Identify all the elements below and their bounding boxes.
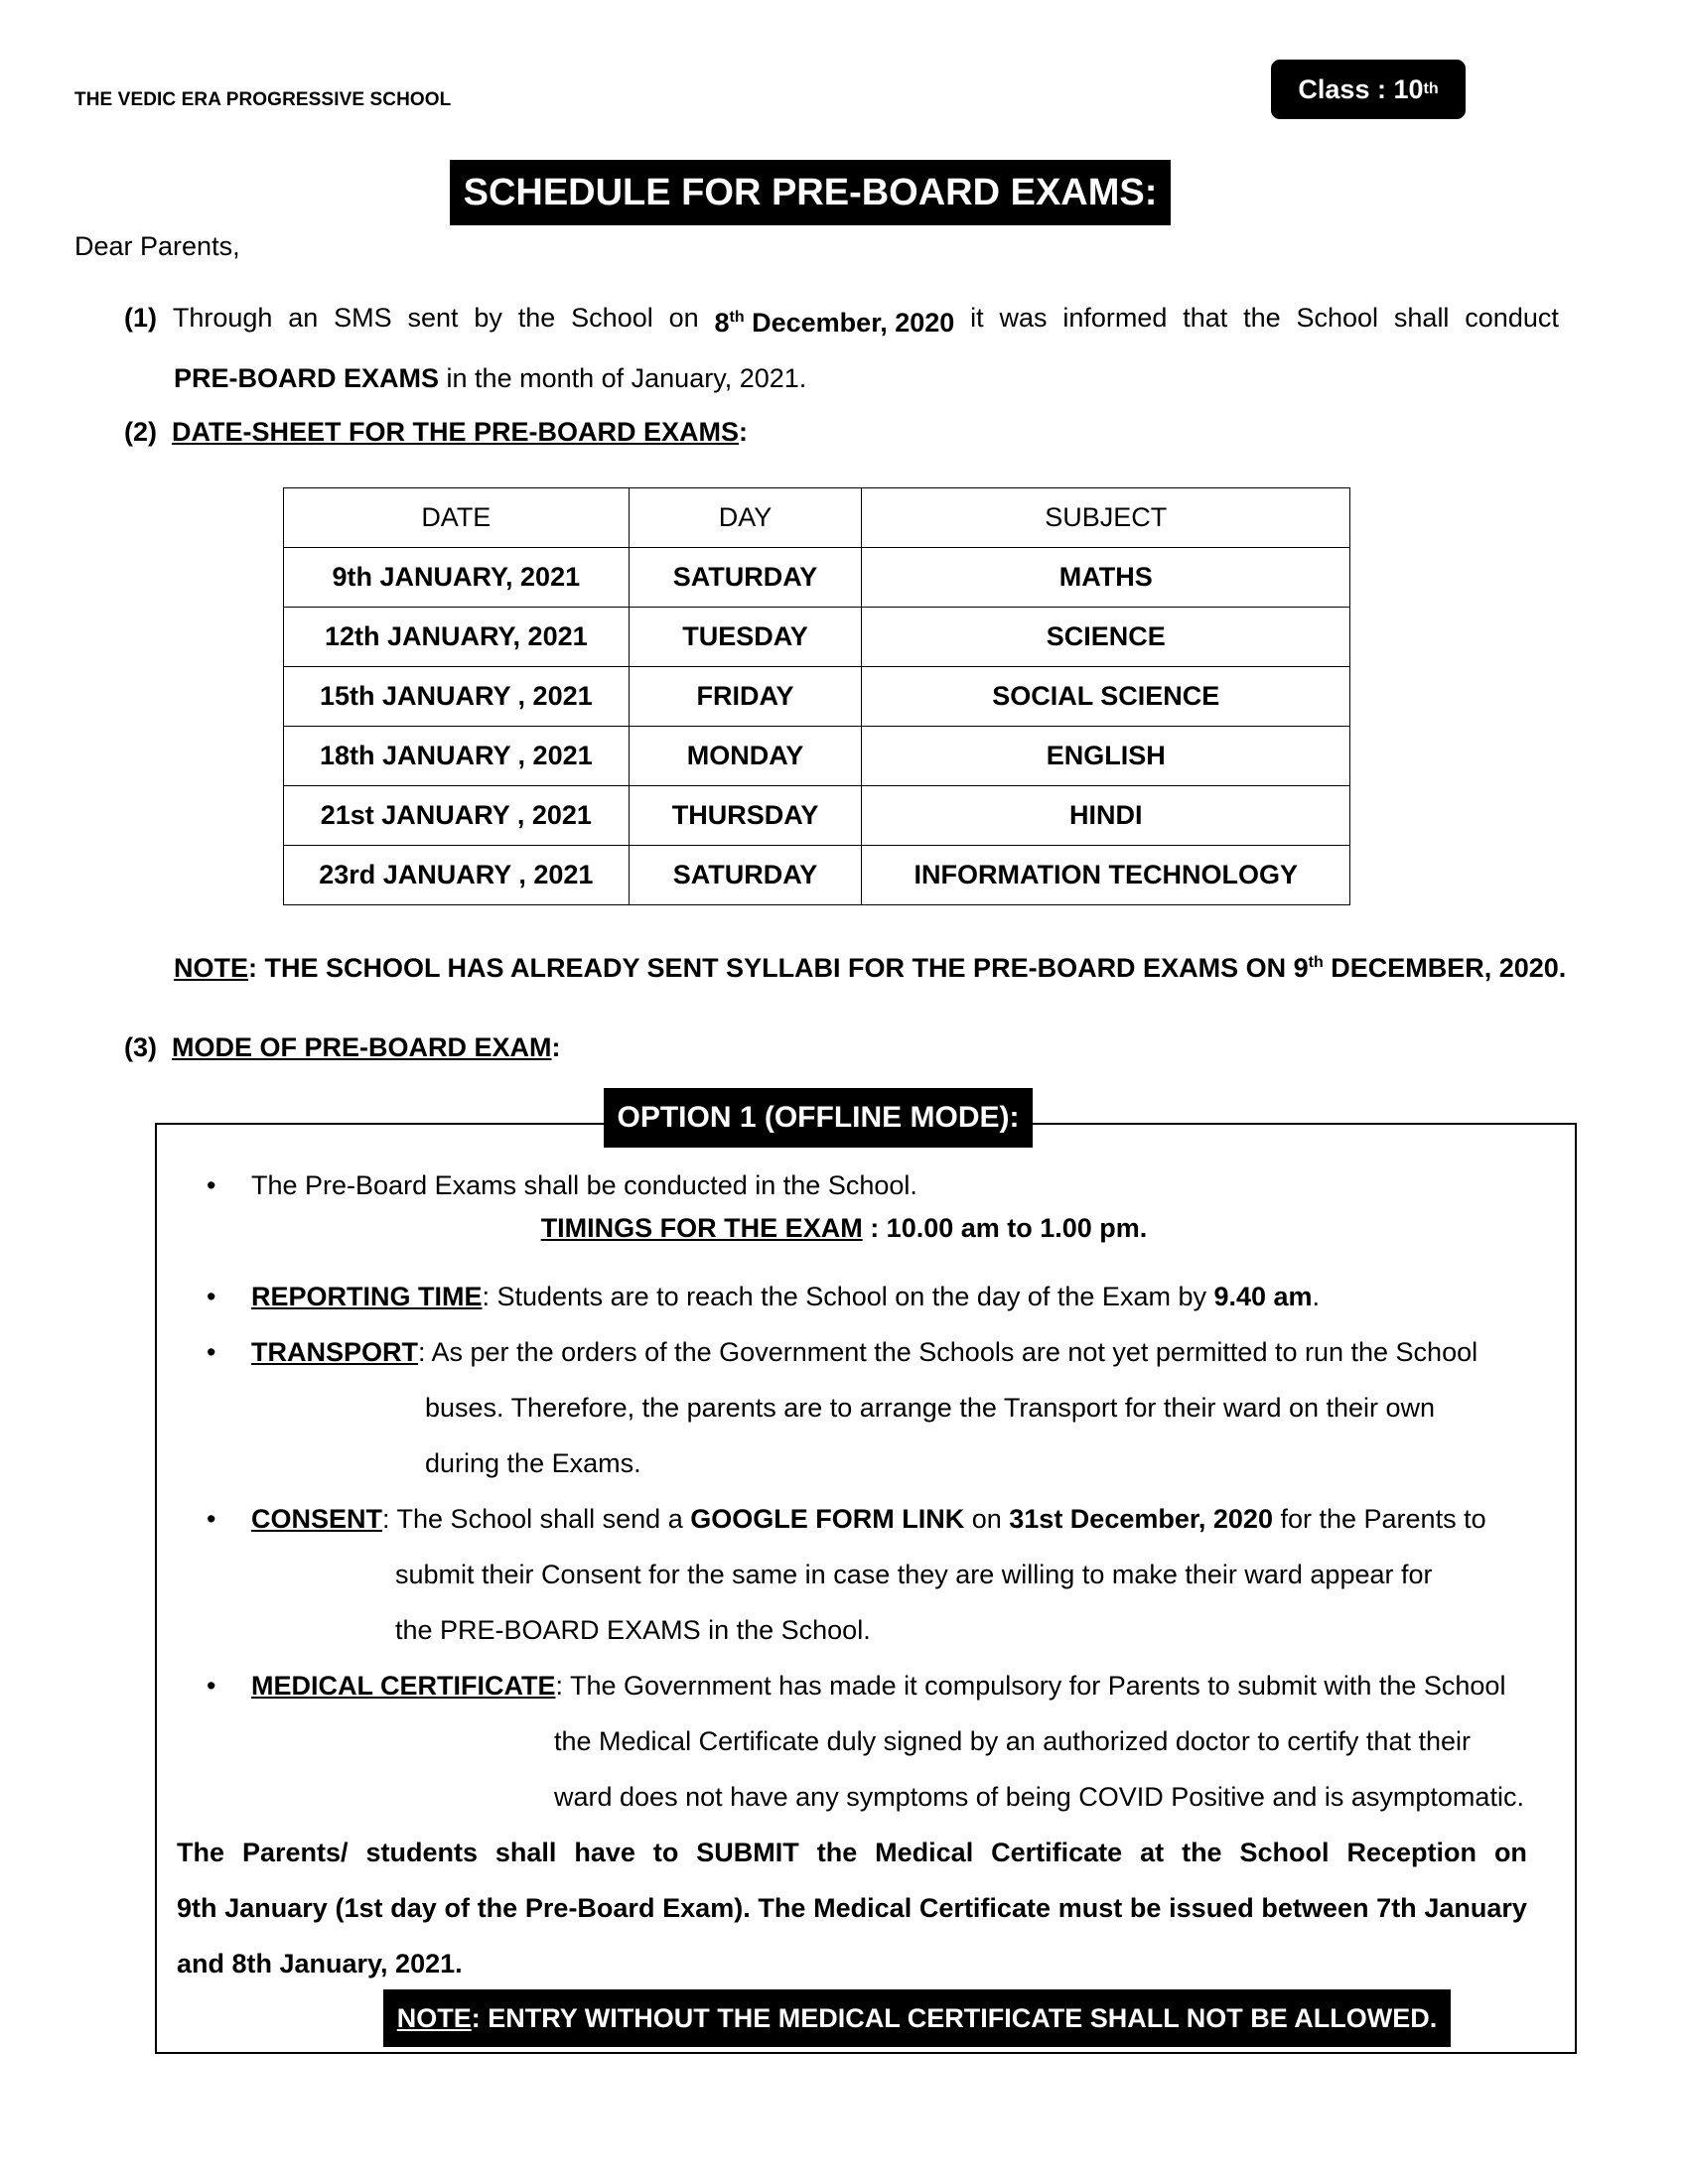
- word: by: [474, 303, 502, 333]
- word: to: [652, 1838, 679, 1867]
- bullet-consent: [207, 1491, 1562, 1658]
- bullet-dot: •: [207, 1337, 216, 1367]
- word: January: [224, 1893, 328, 1923]
- day-cell: SATURDAY: [629, 846, 862, 905]
- word: January: [1424, 1893, 1527, 1923]
- word: SMS: [334, 303, 392, 333]
- bullet-dot: •: [207, 1504, 216, 1534]
- transport-line-2: buses. Therefore, the parents are to arrange the Transport for their ward on their own: [425, 1393, 1436, 1423]
- date-cell: 18th JANUARY , 2021: [284, 727, 630, 786]
- word: The: [758, 1893, 806, 1923]
- word: School: [1296, 303, 1379, 333]
- word: 7th: [1376, 1893, 1417, 1923]
- section-2-number: (2): [124, 417, 157, 447]
- entry-note-label: NOTE: [396, 2002, 472, 2033]
- exam-timings: [0, 1213, 1688, 1244]
- date-cell: 23rd JANUARY , 2021: [284, 846, 630, 905]
- word: The: [177, 1838, 225, 1867]
- column-header-subject: SUBJECT: [862, 488, 1350, 548]
- subject-cell: SCIENCE: [862, 608, 1350, 667]
- section-1: [124, 290, 1559, 406]
- date-cell: 12th JANUARY, 2021: [284, 608, 630, 667]
- day-cell: FRIDAY: [629, 667, 862, 727]
- option-1-title: OPTION 1 (OFFLINE MODE):: [604, 1088, 1033, 1148]
- bullet-reporting-time: [207, 1269, 1321, 1324]
- sms-date-rest: December, 2020: [752, 308, 955, 338]
- google-form-link: GOOGLE FORM LINK: [690, 1504, 965, 1534]
- bullet-dot: •: [207, 1671, 216, 1701]
- table-row: [284, 608, 1350, 667]
- word: must: [1057, 1893, 1123, 1923]
- consent-date: 31st December, 2020: [1009, 1504, 1273, 1534]
- submit-line-2: [177, 1880, 1527, 1936]
- word: Certificate: [918, 1893, 1051, 1923]
- word: sent: [407, 303, 459, 333]
- syllabi-note-label: NOTE: [174, 953, 249, 983]
- word: School: [1239, 1838, 1330, 1867]
- word: Medical: [813, 1893, 913, 1923]
- word: the: [517, 303, 556, 333]
- bullet-conducted: [207, 1158, 917, 1213]
- word: it: [970, 303, 984, 333]
- word: was: [999, 303, 1048, 333]
- medical-label: MEDICAL CERTIFICATE: [251, 1671, 556, 1701]
- submit-line-3: and 8th January, 2021.: [177, 1949, 463, 1979]
- transport-line-1: [251, 1324, 1562, 1380]
- column-header-day: DAY: [629, 488, 862, 548]
- class-sup: th: [1423, 80, 1439, 97]
- table-header-row: [284, 488, 1350, 548]
- table-row: [284, 786, 1350, 846]
- section-2-heading: [124, 417, 748, 448]
- timings-label: TIMINGS FOR THE EXAM: [540, 1213, 863, 1243]
- word: informed: [1062, 303, 1168, 333]
- reporting-time-text: : Students are to reach the School on the day of the Exam by: [482, 1282, 1214, 1311]
- subject-cell: ENGLISH: [862, 727, 1350, 786]
- word: the: [816, 1838, 858, 1867]
- consent-line-1: [251, 1491, 1562, 1547]
- word: 9th: [177, 1893, 217, 1923]
- transport-label: TRANSPORT: [251, 1337, 418, 1367]
- consent-line-2: submit their Consent for the same in case they are willing to make their ward appear for: [395, 1560, 1433, 1589]
- consent-text-c: on: [964, 1504, 1010, 1534]
- section-1-line-2: [124, 350, 1559, 406]
- word: students: [365, 1838, 478, 1867]
- reporting-time-end: .: [1312, 1282, 1321, 1311]
- word: SUBMIT: [696, 1838, 799, 1867]
- word: Exam).: [662, 1893, 751, 1923]
- reporting-time-value: 9.40 am: [1213, 1282, 1313, 1311]
- word: on: [668, 303, 699, 333]
- medical-line-3: ward does not have any symptoms of being COVID Positive and is asymptomatic.: [554, 1782, 1524, 1812]
- word: School: [571, 303, 653, 333]
- medical-text: : The Government has made it compulsory for Parents to submit with the School: [555, 1671, 1506, 1701]
- consent-line-3: the PRE-BOARD EXAMS in the School.: [395, 1615, 871, 1645]
- bullet-dot: •: [207, 1170, 216, 1200]
- sms-date-sup: th: [729, 309, 745, 326]
- word: Pre-Board: [524, 1893, 655, 1923]
- entry-note: [383, 1989, 1451, 2047]
- word: Medical: [875, 1838, 974, 1867]
- section-3-heading: [124, 1032, 561, 1063]
- date-sheet-title: DATE-SHEET FOR THE PRE-BOARD EXAMS: [172, 417, 740, 447]
- date-sheet-colon: :: [739, 417, 749, 447]
- school-name: THE VEDIC ERA PROGRESSIVE SCHOOL: [74, 89, 452, 110]
- word: on: [1493, 1838, 1527, 1867]
- table-row: [284, 846, 1350, 905]
- medical-line-1: [251, 1658, 1562, 1713]
- transport-line-3: during the Exams.: [425, 1448, 641, 1478]
- word: between: [1261, 1893, 1369, 1923]
- word: (1st: [335, 1893, 383, 1923]
- section-1-line-1: [124, 290, 1559, 350]
- entry-note-text: : ENTRY WITHOUT THE MEDICAL CERTIFICATE SHALL NOT BE ALLOWED.: [471, 2002, 1438, 2033]
- bullet-medical-certificate: [207, 1658, 1562, 1825]
- subject-cell: MATHS: [862, 548, 1350, 608]
- section-3-number: (3): [124, 1032, 157, 1062]
- section-1-number: (1): [124, 303, 157, 333]
- submit-medical-paragraph: [177, 1825, 1527, 1991]
- date-cell: 9th JANUARY, 2021: [284, 548, 630, 608]
- column-header-date: DATE: [284, 488, 630, 548]
- consent-text-e: for the Parents to: [1272, 1504, 1486, 1534]
- day-cell: THURSDAY: [629, 786, 862, 846]
- class-badge: [1271, 60, 1466, 119]
- word: shall: [1393, 303, 1450, 333]
- class-label: Class : 10: [1298, 73, 1424, 104]
- pre-board-exams-bold: PRE-BOARD EXAMS: [174, 363, 440, 393]
- medical-line-2: the Medical Certificate duly signed by an authorized doctor to certify that their: [554, 1726, 1471, 1756]
- word: issued: [1169, 1893, 1254, 1923]
- subject-cell: INFORMATION TECHNOLOGY: [862, 846, 1350, 905]
- syllabi-note: [174, 953, 1566, 984]
- section-1-line-2-rest: in the month of January, 2021.: [439, 363, 807, 393]
- day-cell: TUESDAY: [629, 608, 862, 667]
- bullet-dot: •: [207, 1282, 216, 1311]
- subject-cell: SOCIAL SCIENCE: [862, 667, 1350, 727]
- word: that: [1183, 303, 1228, 333]
- word: Parents/: [241, 1838, 349, 1867]
- day-cell: MONDAY: [629, 727, 862, 786]
- syllabi-note-end: DECEMBER, 2020.: [1323, 953, 1567, 983]
- word: Certificate: [991, 1838, 1123, 1867]
- table-row: [284, 727, 1350, 786]
- sms-date-day: 8: [714, 308, 730, 338]
- word: of: [444, 1893, 470, 1923]
- word: the: [477, 1893, 518, 1923]
- table-row: [284, 667, 1350, 727]
- word: day: [390, 1893, 437, 1923]
- word: an: [288, 303, 319, 333]
- word: the: [1243, 303, 1281, 333]
- submit-line-1: [177, 1825, 1527, 1880]
- mode-colon: :: [551, 1032, 561, 1062]
- greeting: Dear Parents,: [74, 231, 240, 261]
- word: at: [1140, 1838, 1165, 1867]
- reporting-time-label: REPORTING TIME: [251, 1282, 483, 1311]
- word: conduct: [1465, 303, 1559, 333]
- word: shall: [494, 1838, 557, 1867]
- word: have: [574, 1838, 635, 1867]
- consent-label: CONSENT: [251, 1504, 383, 1534]
- table-row: [284, 548, 1350, 608]
- word: be: [1129, 1893, 1162, 1923]
- bullet-transport: [207, 1324, 1562, 1491]
- date-cell: 21st JANUARY , 2021: [284, 786, 630, 846]
- syllabi-note-text: : THE SCHOOL HAS ALREADY SENT SYLLABI FOR THE PRE-BOARD EXAMS ON 9: [248, 953, 1309, 983]
- word: Through: [172, 303, 273, 333]
- subject-cell: HINDI: [862, 786, 1350, 846]
- sms-date: [714, 290, 954, 350]
- date-sheet-table: [283, 487, 1350, 905]
- timings-value: : 10.00 am to 1.00 pm.: [862, 1213, 1148, 1243]
- consent-text-a: : The School shall send a: [382, 1504, 691, 1534]
- word: Reception: [1346, 1838, 1477, 1867]
- syllabi-note-sup: th: [1308, 954, 1324, 971]
- date-cell: 15th JANUARY , 2021: [284, 667, 630, 727]
- day-cell: SATURDAY: [629, 548, 862, 608]
- page-title: SCHEDULE FOR PRE-BOARD EXAMS:: [450, 160, 1171, 225]
- bullet-text: The Pre-Board Exams shall be conducted in the School.: [251, 1170, 917, 1200]
- transport-text: : As per the orders of the Government the Schools are not yet permitted to run the School: [418, 1337, 1478, 1367]
- word: the: [1182, 1838, 1222, 1867]
- mode-title: MODE OF PRE-BOARD EXAM: [172, 1032, 552, 1062]
